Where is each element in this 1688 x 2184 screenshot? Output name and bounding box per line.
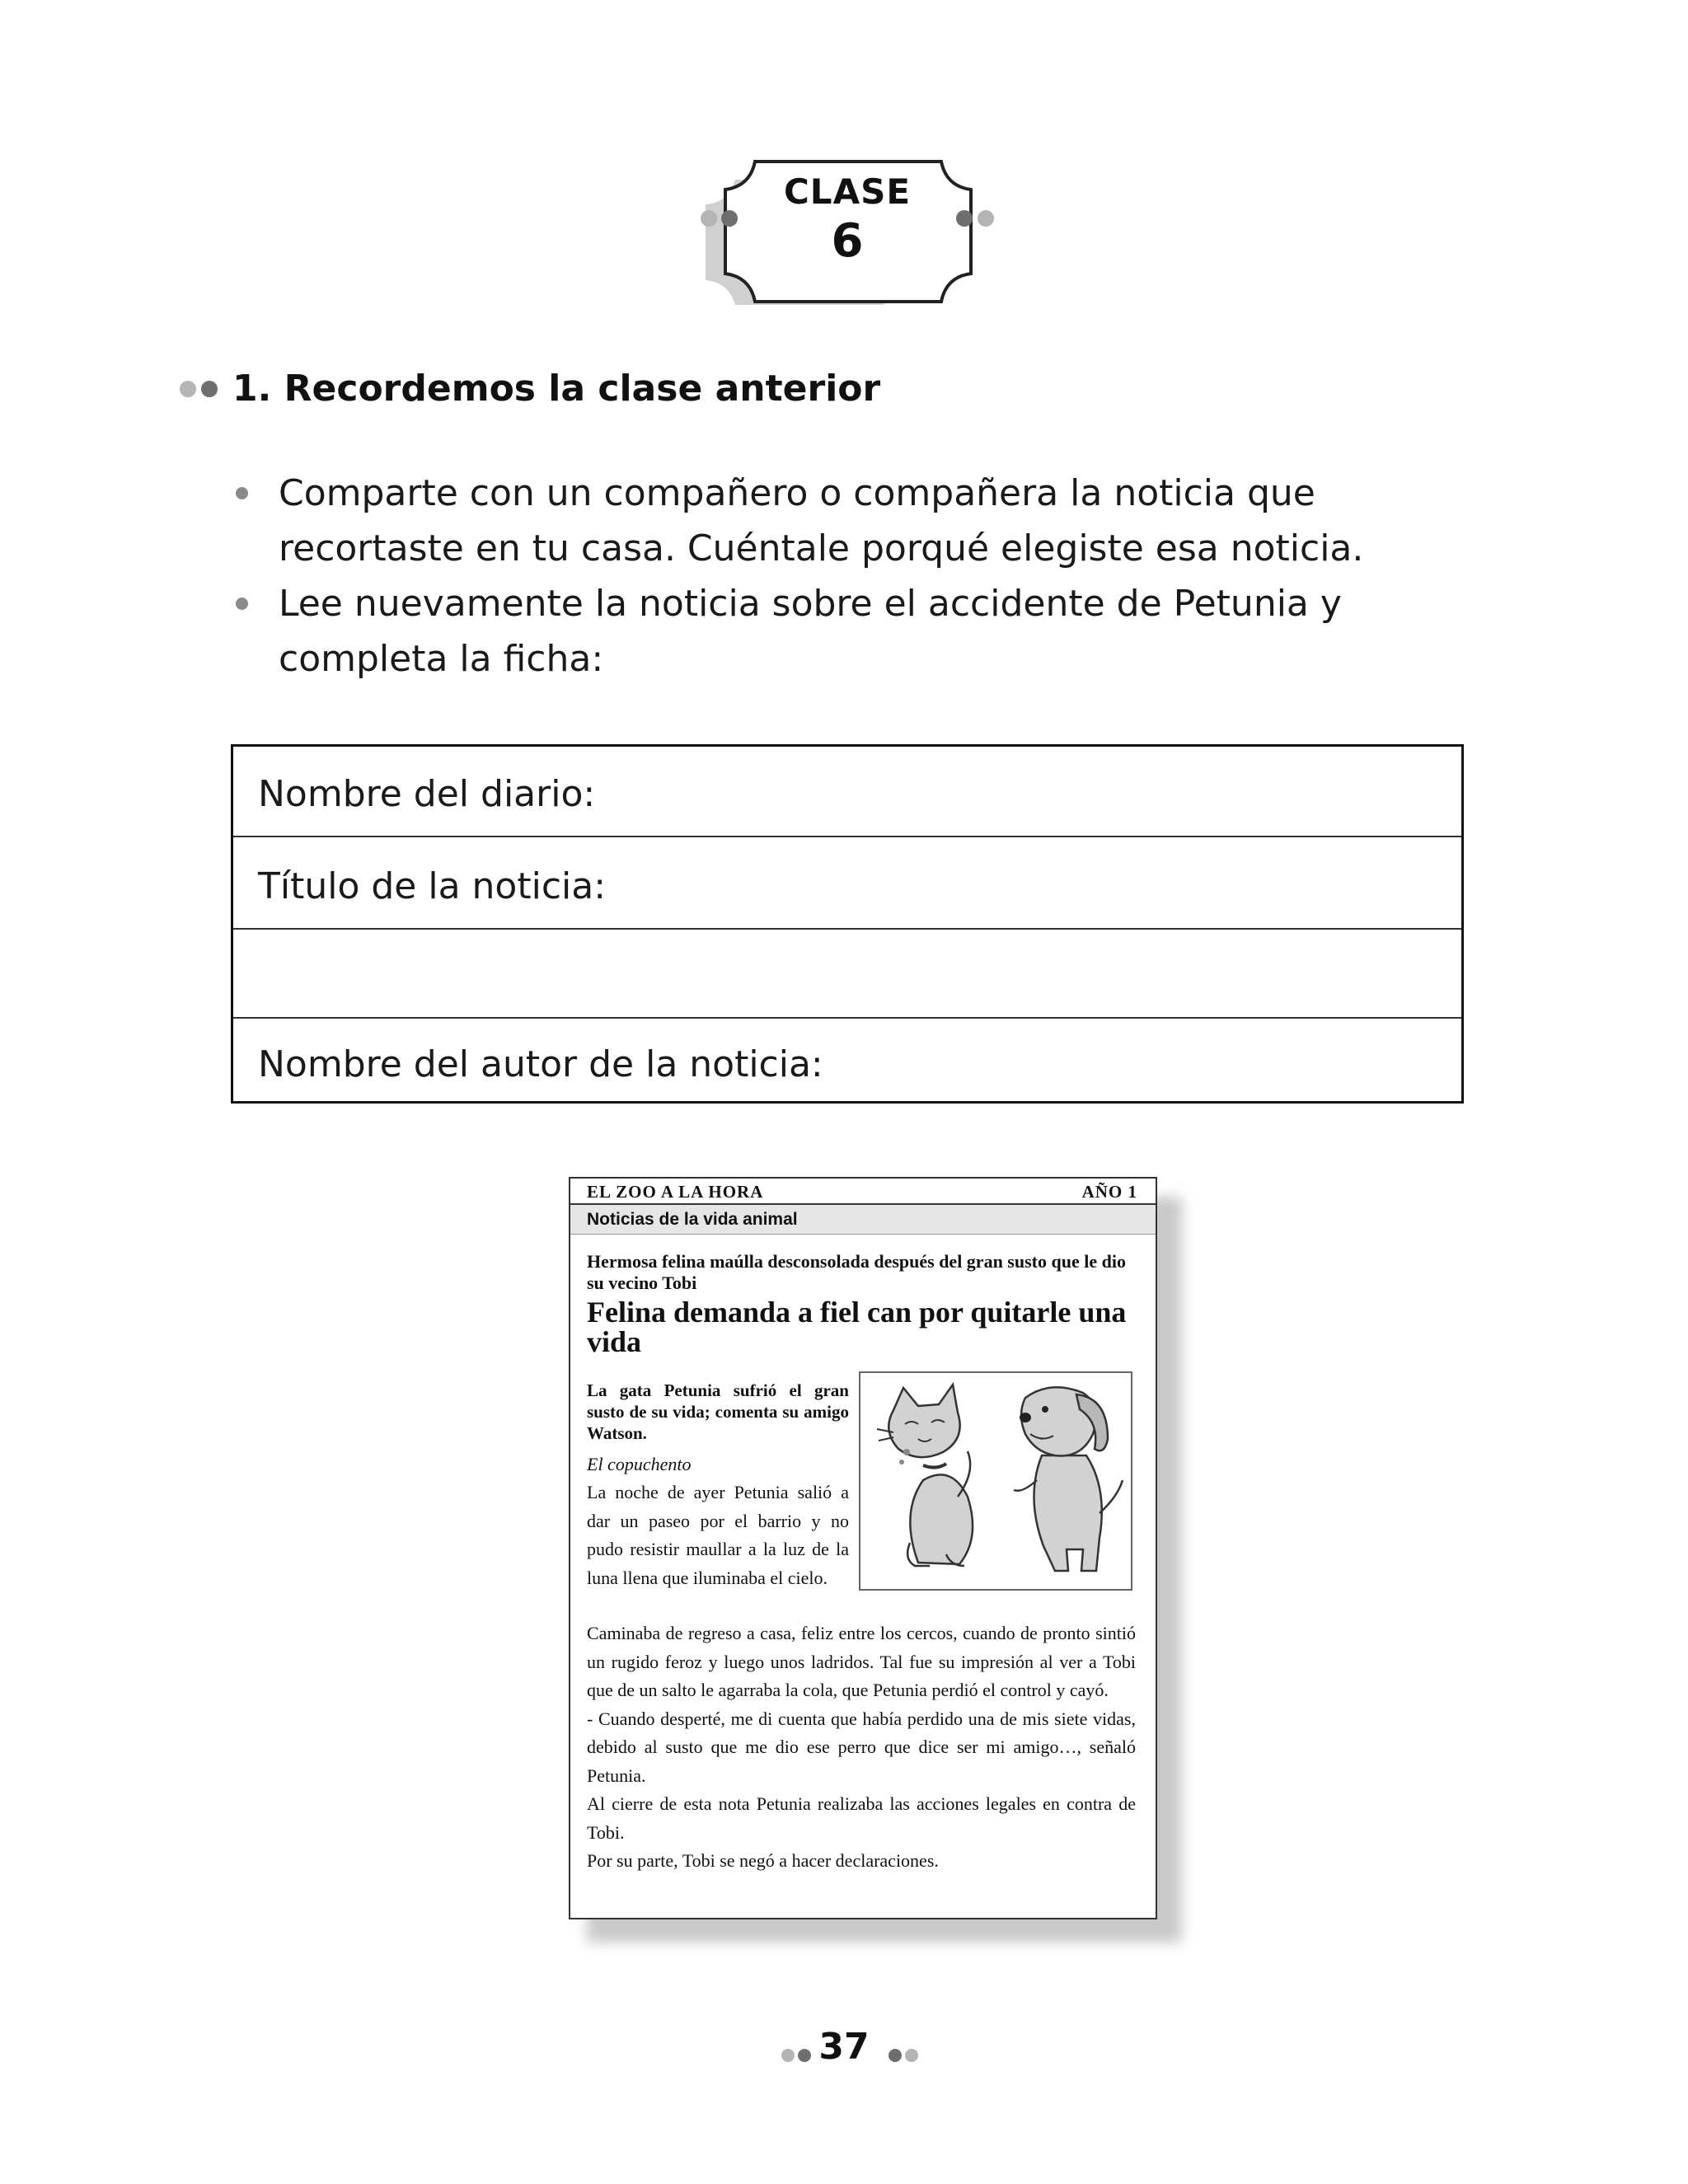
author-name-label: Nombre del autor de la noticia:	[258, 1043, 823, 1085]
news-headline: Felina demanda a fiel can por quitarle una vida	[587, 1296, 1127, 1358]
news-title-label: Título de la noticia:	[258, 865, 607, 907]
lesson-badge	[691, 155, 1004, 312]
newspaper-name-field[interactable]	[233, 773, 1461, 815]
newspaper-name-label: Nombre del diario:	[258, 773, 596, 815]
worksheet-form	[231, 744, 1464, 1104]
instruction-item	[232, 466, 1485, 576]
decorative-dot	[201, 381, 218, 397]
section-bar	[570, 1205, 1156, 1235]
decorative-dot	[798, 2049, 811, 2062]
news-byline: El copuchento	[587, 1454, 692, 1474]
news-paragraph: La noche de ayer Petunia salió a dar un paseo por el barrio y no pudo resistir maullar a la luz de la luna llena que iluminaba el cielo.	[587, 1482, 849, 1588]
decorative-dot	[781, 2049, 795, 2062]
decorative-dot	[721, 210, 738, 227]
decorative-dot	[956, 210, 973, 227]
news-paragraph: Por su parte, Tobi se negó a hacer declaraciones.	[587, 1850, 939, 1871]
form-divider	[233, 836, 1461, 837]
instruction-text: Lee nuevamente la noticia sobre el accidente de Petunia y completa la ficha:	[279, 583, 1342, 680]
form-divider	[233, 1017, 1461, 1019]
newspaper-name: EL ZOO A LA HORA	[587, 1182, 764, 1202]
newspaper-year: AÑO 1	[1081, 1182, 1137, 1202]
illustration-drawing	[860, 1373, 1131, 1589]
instruction-item	[232, 576, 1485, 687]
news-paragraph: Al cierre de esta nota Petunia realizaba las acciones legales en contra de Tobi.	[587, 1793, 1136, 1843]
newspaper-clipping	[569, 1177, 1157, 1919]
decorative-dot	[180, 381, 196, 397]
author-name-field[interactable]	[233, 1043, 1461, 1085]
decorative-dot	[889, 2049, 902, 2062]
decorative-dot	[905, 2049, 918, 2062]
news-title-field[interactable]	[233, 865, 1461, 907]
form-divider	[233, 928, 1461, 930]
decorative-dot	[701, 210, 717, 227]
bullet-icon	[236, 598, 248, 610]
instruction-list	[232, 466, 1485, 687]
newspaper-section: Noticias de la vida animal	[587, 1210, 798, 1229]
news-lead: La gata Petunia sufrió el gran susto de su vida; comenta su amigo Watson.	[587, 1380, 849, 1443]
instruction-text: Comparte con un compañero o compañera la noticia que recortaste en tu casa. Cuéntale porqué elegiste esa noticia.	[279, 472, 1364, 569]
bullet-icon	[236, 487, 248, 499]
masthead	[570, 1179, 1156, 1205]
lesson-word: CLASE	[783, 171, 912, 212]
lesson-number: 6	[831, 214, 864, 268]
news-kicker: Hermosa felina maúlla desconsolada después del gran susto que le dio su vecino Tobi	[587, 1251, 1126, 1293]
news-paragraph: Caminaba de regreso a casa, feliz entre los cercos, cuando de pronto sintió un rugido feroz y luego unos ladridos. Tal fue su impresión al ver a Tobi que de un salto le agarraba la cola, que Petunia perdió el control y cayó.	[587, 1623, 1136, 1700]
page-number: 37	[818, 2026, 870, 2068]
cat-and-dog-illustration	[859, 1371, 1132, 1591]
news-paragraph: - Cuando desperté, me di cuenta que había perdido una de mis siete vidas, debido al susto que me dio ese perro que dice ser mi amigo…, señaló Petunia.	[587, 1708, 1136, 1786]
decorative-dot	[978, 210, 994, 227]
news-body	[587, 1619, 1136, 1876]
news-title-continuation-field[interactable]	[233, 938, 1461, 1012]
section-heading: 1. Recordemos la clase anterior	[232, 368, 881, 410]
